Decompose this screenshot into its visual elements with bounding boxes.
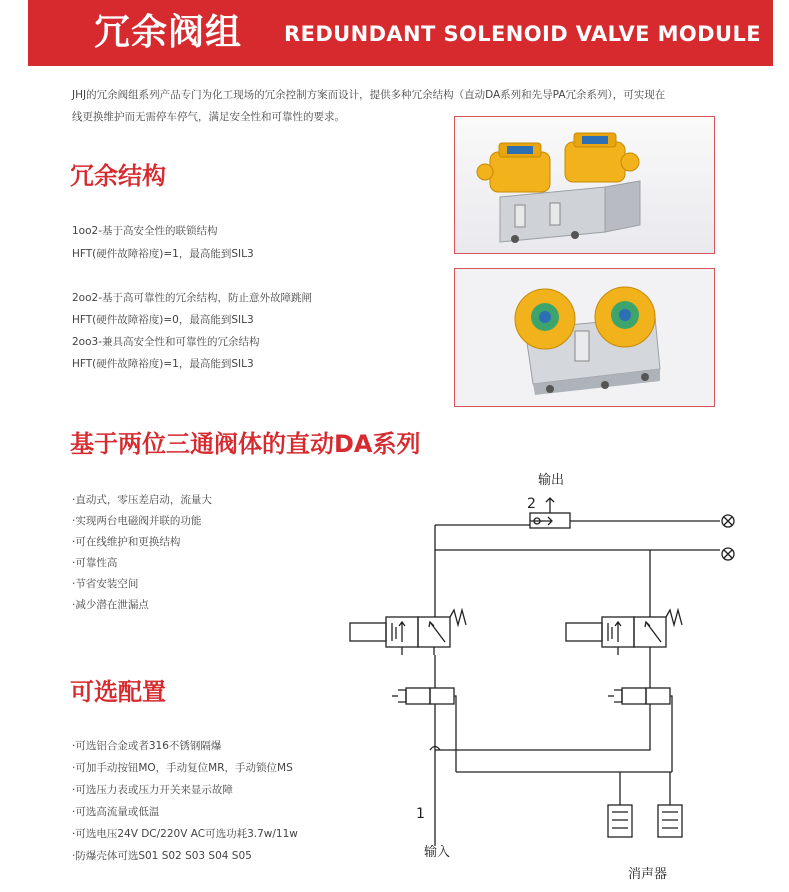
spec-line-2oo3: 2oo3-兼具高安全性和可靠性的冗余结构 — [72, 336, 260, 348]
intro-line-2: 线更换维护而无需停车停气，满足安全性和可靠性的要求。 — [72, 111, 345, 123]
spec-line-2oo3-hft: HFT(硬件故障裕度)=1，最高能到SIL3 — [72, 358, 254, 370]
option-bullet-6: ·防爆壳体可选S01 S02 S03 S04 S05 — [72, 850, 252, 862]
redundancy-title: 冗余结构 — [70, 162, 166, 190]
banner-title-en: REDUNDANT SOLENOID VALVE MODULE — [284, 22, 761, 46]
intro-line-1: JHJ的冗余阀组系列产品专门为化工现场的冗余控制方案而设计，提供多种冗余结构（直动DA系列和先导PA冗余系列），可实现在 — [72, 89, 666, 101]
da-series-title: 基于两位三通阀体的直动DA系列 — [70, 430, 421, 458]
option-bullet-3: ·可选压力表或压力开关来显示故障 — [72, 784, 233, 796]
spec-line-2oo2-hft: HFT(硬件故障裕度)=0，最高能到SIL3 — [72, 314, 254, 326]
da-bullet-4: ·可靠性高 — [72, 557, 118, 569]
product-photo-2oo2 — [454, 268, 715, 407]
muffler-label: 消声器 — [628, 867, 668, 882]
da-bullet-5: ·节省安装空间 — [72, 578, 139, 590]
product-photo-1oo2 — [454, 116, 715, 254]
options-title: 可选配置 — [70, 678, 166, 706]
da-bullet-3: ·可在线维护和更换结构 — [72, 536, 181, 548]
input-label: 输入 — [424, 845, 451, 860]
da-bullet-1: ·直动式，零压差启动，流量大 — [72, 494, 212, 506]
header-banner — [28, 0, 773, 66]
spec-line-1oo2: 1oo2-基于高安全性的联锁结构 — [72, 225, 218, 237]
spec-line-2oo2: 2oo2-基于高可靠性的冗余结构，防止意外故障跳闸 — [72, 292, 312, 304]
option-bullet-1: ·可选铝合金或者316不锈钢隔爆 — [72, 740, 222, 752]
da-bullet-6: ·减少潜在泄漏点 — [72, 599, 149, 611]
spec-line-1oo2-hft: HFT(硬件故障裕度)=1，最高能到SIL3 — [72, 248, 254, 260]
valve-module-illustration-1 — [455, 117, 714, 253]
input-port-number: 1 — [416, 806, 425, 822]
option-bullet-5: ·可选电压24V DC/220V AC可选功耗3.7w/11w — [72, 828, 298, 840]
option-bullet-4: ·可选高流量或低温 — [72, 806, 160, 818]
pneumatic-schematic — [330, 460, 750, 885]
option-bullet-2: ·可加手动按钮MO，手动复位MR，手动锁位MS — [72, 762, 293, 774]
banner-title-cn: 冗余阀组 — [94, 12, 243, 53]
output-port-number: 2 — [527, 496, 536, 512]
output-label: 输出 — [538, 473, 565, 488]
valve-module-illustration-2 — [455, 269, 714, 406]
da-bullet-2: ·实现两台电磁阀并联的功能 — [72, 515, 202, 527]
